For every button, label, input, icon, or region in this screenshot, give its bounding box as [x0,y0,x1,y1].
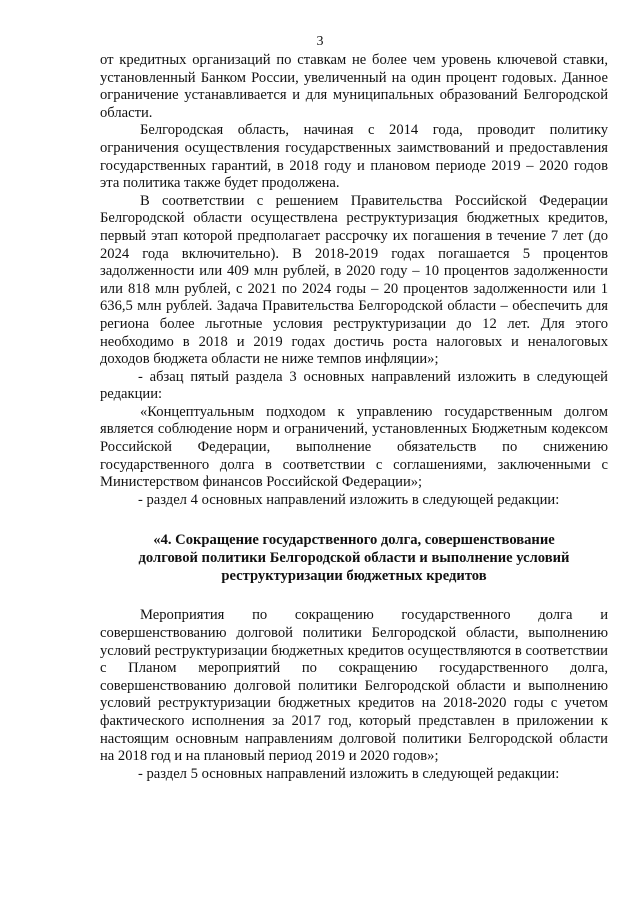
paragraph-amend-section-5: - раздел 5 основных направлений изложить в следующей редакции: [138,765,560,782]
document-body [100,52,608,783]
section-4-heading [100,531,608,585]
paragraph-credit-rates: от кредитных организаций по ставкам не более чем уровень ключевой ставки, установленный Банком России, увеличенный на один процент годовых. Данное ограничение устанавливается и для муниципальных образований Белгородской области. [100,52,608,121]
heading-line: долговой политики Белгородской области и выполнение условий [138,550,570,567]
paragraph-restructuring: В соответствии с решением Правительства Российской Федерации Белгородской области осуществлена реструктуризация бюджетных кредитов, первый этап которой предполагает рассрочку их погашения в течение 7 лет (до 2024 года включительно). В 2018-2019 годах погашается 5 процентов задолженности или 409 млн рублей, в 2020 году – 10 процентов задолженности или 818 млн рублей, с 2021 по 2024 годы – 20 процентов задолженности или 1 636,5 млн рублей. Задача Правительства Белгородской области – обеспечить для региона более льготные условия реструктуризации до 12 лет. Для этого необходимо в 2018 и 2019 годах достичь роста налоговых и неналоговых доходов бюджета области не ниже темпов инфляции»; [100,192,608,368]
page-number: 3 [316,34,324,49]
paragraph-amend-section-4: - раздел 4 основных направлений изложить в следующей редакции: [138,491,560,508]
paragraph-borrowing-policy: Белгородская область, начиная с 2014 года, проводит политику ограничения осуществления государственных заимствований и предоставления государственных гарантий, в 2018 году и плановом периоде 2019 – 2020 годов эта политика также будет продолжена. [100,122,608,192]
paragraph-measures: Мероприятия по сокращению государственного долга и совершенствованию долговой политики Белгородской области, выполнению условий реструктуризации бюджетных кредитов осуществляются в соответствии с Планом мероприятий по сокращению государственного долга, совершенствованию долговой политики Белгородской области и выполнению условий реструктуризации бюджетных кредитов на 2018-2020 годы с учетом фактического исполнения за 2017 год, который представлен в приложении к настоящим основным направлениям долговой политики Белгородской области на 2018 год и на плановый период 2019 и 2020 годов»; [100,607,608,765]
heading-line: «4. Сокращение государственного долга, совершенствование [153,532,555,549]
paragraph-amend-section-3: - абзац пятый раздела 3 основных направлений изложить в следующей редакции: [100,368,608,403]
heading-line: реструктуризации бюджетных кредитов [221,568,487,585]
paragraph-conceptual-approach: «Концептуальным подходом к управлению государственным долгом является соблюдение норм и ограничений, установленных Бюджетным кодексом Российской Федерации, выполнение обязательств по снижению государственного долга в соответствии с соглашениями, заключенными с Министерством финансов Российской Федерации»; [100,403,608,491]
